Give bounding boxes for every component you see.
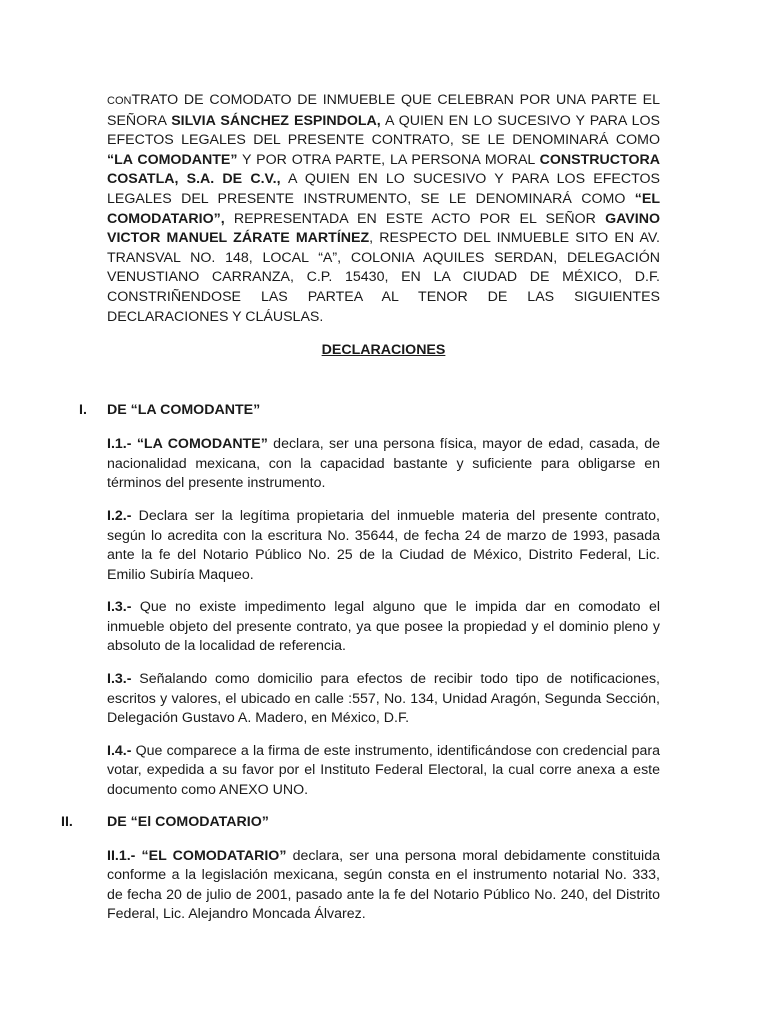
- declaration-label: II.1.- “EL COMODATARIO”: [107, 847, 287, 864]
- declaration-item: [107, 670, 660, 729]
- declaration-item: [107, 598, 660, 657]
- declaration-text: Que comparece a la firma de este instrumento, identificándose con credencial para votar, expedida a su favor por el Instituto Federal Electoral, la cual corre anexa a este documento como ANEXO UNO.: [107, 742, 660, 799]
- declarations-heading: DECLARACIONES: [321, 342, 446, 359]
- intro-text-3: Y POR OTRA PARTE, LA PERSONA MORAL: [237, 151, 540, 168]
- comodatario-label: “EL COMODATARIO”,: [107, 190, 660, 227]
- comodante-name: SILVIA SÁNCHEZ ESPINDOLA,: [171, 112, 381, 129]
- representative-name: GAVINO VICTOR MANUEL ZÁRATE MARTÍNEZ: [107, 210, 660, 247]
- section-number: II.: [61, 813, 73, 830]
- declaration-item: [107, 742, 660, 801]
- declaration-item: [107, 435, 660, 494]
- declaration-label: I.3.-: [107, 599, 132, 616]
- section-number: I.: [79, 402, 87, 419]
- declaration-text: declara, ser una persona física, mayor de edad, casada, de nacionalidad mexicana, con la capacidad bastante y suficiente para obligarse en términos del presente instrumento.: [107, 436, 660, 492]
- declaration-text: Señalando como domicilio para efectos de recibir todo tipo de notificaciones, escritos y valores, el ubicado en calle :557, No. 134, Unidad Aragón, Segunda Sección, Delegación Gustavo A. Madero, en México, D.F.: [107, 671, 660, 727]
- declaration-item: [107, 847, 660, 925]
- intro-text-4: A QUIEN EN LO SUCESIVO Y PARA LOS EFECTOS LEGALES DEL PRESENTE INSTRUMENTO, SE LE DENOMINARÁ COMO: [107, 171, 660, 207]
- declaration-label: I.2.-: [107, 507, 132, 524]
- section-heading-comodante: [79, 400, 660, 420]
- declaration-label: I.1.- “LA COMODANTE”: [107, 436, 268, 453]
- section-title: DE “LA COMODANTE”: [107, 402, 261, 419]
- declaration-text: Declara ser la legítima propietaria del inmueble materia del presente contrato, según lo acredita con la escritura No. 35644, de fecha 24 de marzo de 1993, pasada ante la fe del Notario Público No. 25 de la Ciudad de México, Distrito Federal, Lic. Emilio Subiría Maqueo.: [107, 507, 660, 583]
- section-title: DE “El COMODATARIO”: [107, 813, 269, 830]
- intro-text-6: , RESPECTO DEL INMUEBLE SITO EN AV. TRANSVAL NO. 148, LOCAL “A”, COLONIA AQUILES SERDAN, DELEGACIÓN VENUSTIANO CARRANZA, C.P. 15430, EN LA CIUDAD DE MÉXICO, D.F. CONSTRIÑENDOSE LAS PARTEA AL TENOR DE LAS SIGUIENTES DECLARACIONES Y CLÁUSLAS.: [107, 230, 660, 325]
- intro-paragraph: [107, 91, 660, 327]
- intro-lead-rest: TRATO DE COMODATO DE INMUEBLE QUE CELEBRAN POR UNA PARTE EL SEÑORA: [107, 92, 660, 129]
- intro-text-5: REPRESENTADA EN ESTE ACTO POR EL SEÑOR: [224, 210, 606, 227]
- comodante-label: “LA COMODANTE”: [107, 151, 238, 168]
- intro-text-2: A QUIEN EN LO SUCESIVO Y PARA LOS EFECTOS LEGALES DEL PRESENTE CONTRATO, SE LE DENOMINARÁ COMO: [107, 112, 661, 149]
- declaration-label: I.3.-: [107, 671, 132, 688]
- intro-lead-first: CON: [107, 95, 132, 107]
- declaration-item: [107, 507, 660, 585]
- document-body: [61, 91, 661, 925]
- company-name: CONSTRUCTORA COSATLA, S.A. DE C.V.,: [107, 151, 660, 188]
- declaration-text: Que no existe impedimento legal alguno que le impida dar en comodato el inmueble objeto del presente contrato, ya que posee la propiedad y el dominio pleno y absoluto de la localidad de referencia.: [107, 599, 660, 655]
- section-heading-comodatario: [61, 812, 660, 832]
- declaration-label: I.4.-: [107, 742, 132, 759]
- declaration-text: declara, ser una persona moral debidamente constituida conforme a la legislación mexicana, según consta en el instrumento notarial No. 333, de fecha 20 de julio de 2001, pasado ante la fe del Notario Público No. 240, del Distrito Federal, Lic. Alejandro Moncada Álvarez.: [107, 847, 660, 923]
